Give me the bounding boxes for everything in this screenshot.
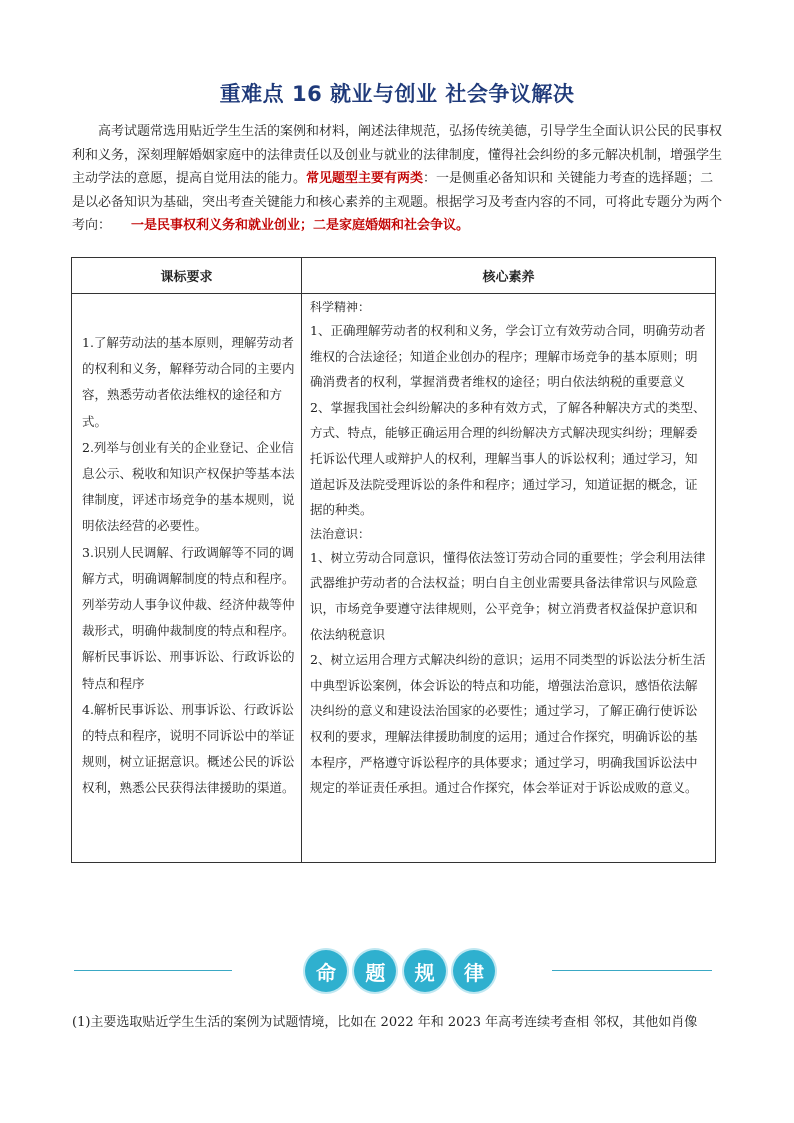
badge-char: 律 bbox=[453, 950, 495, 992]
page-title: 重难点 16 就业与创业 社会争议解决 bbox=[219, 82, 575, 106]
table-header-row bbox=[72, 258, 716, 294]
section-badge-proposition-rules bbox=[305, 950, 495, 994]
rule-of-law-para-2: 2、树立运用合理方式解决纠纷的意识；运用不同类型的诉讼法分析生活中典型诉讼案例，体会诉讼的特点和功能，增强法治意识，感悟依法解决纠纷的意义和建设法治国家的必要性；通过学习，了解正确行使诉讼权利的要求，理解法律援助制度的运用；通过合作探究，明确诉讼的基本程序，严格遵守诉讼程序的具体要求；通过学习，明确我国诉讼法中规定的举证责任承担。通过合作探究，体会举证对于诉讼成败的意义。 bbox=[310, 652, 706, 796]
requirement-item-4: 4.解析民事诉讼、刑事诉讼、行政诉讼的特点和程序，说明不同诉讼中的举证规则，树立证据意识。概述公民的诉讼权利，熟悉公民获得法律援助的渠道。 bbox=[82, 701, 295, 796]
section-heading-scientific-spirit: 科学精神： bbox=[310, 300, 371, 314]
curriculum-requirements-cell bbox=[72, 294, 302, 863]
intro-paragraph bbox=[72, 120, 722, 238]
intro-highlight-directions: 一是民事权利义务和就业创业；二是家庭婚姻和社会争议。 bbox=[131, 218, 470, 233]
intro-highlight-question-types: 常见题型主要有两类 bbox=[306, 171, 424, 186]
scientific-spirit-para-1: 1、正确理解劳动者的权利和义务，学会订立有效劳动合同，明确劳动者维权的合法途径；知道企业创办的程序；理解市场竞争的基本原则；明确消费者的权利，掌握消费者维权的途径；明白依法纳税的重要意义 bbox=[310, 323, 706, 390]
section-heading-rule-of-law: 法治意识： bbox=[310, 526, 371, 541]
core-literacy-cell bbox=[302, 294, 716, 863]
header-core-literacy: 核心素养 bbox=[302, 258, 716, 294]
body-text-rule-1: (1)主要选取贴近学生生活的案例为试题情境，比如在 2022 年和 2023 年高考连续考查相 邻权，其他如肖像 bbox=[72, 1015, 698, 1030]
badge-char: 命 bbox=[305, 950, 347, 992]
requirement-item-2: 2.列举与创业有关的企业登记、企业信息公示、税收和知识产权保护等基本法律制度，评述市场竞争的基本规则，说明依法经营的必要性。 bbox=[82, 439, 295, 534]
requirement-item-3: 3.识别人民调解、行政调解等不同的调解方式，明确调解制度的特点和程序。列举劳动人事争议仲裁、经济仲裁等仲裁形式，明确仲裁制度的特点和程序。解析民事诉讼、刑事诉讼、行政诉讼的特点和程序 bbox=[82, 544, 295, 691]
scientific-spirit-para-2: 2、掌握我国社会纠纷解决的多种有效方式，了解各种解决方式的类型、方式、特点，能够正确运用合理的纠纷解决方式解决现实纠纷；理解委托诉讼代理人或辩护人的权利，理解当事人的诉讼权利；通过学习，知道起诉及法院受理诉讼的条件和程序；通过学习，知道证据的概念，证据的种类。 bbox=[310, 399, 706, 518]
divider-right bbox=[552, 970, 712, 971]
badge-char: 规 bbox=[404, 950, 446, 992]
divider-left bbox=[74, 970, 232, 971]
table-row bbox=[72, 294, 716, 863]
curriculum-table bbox=[71, 257, 716, 863]
badge-char: 题 bbox=[354, 950, 396, 992]
header-curriculum-requirements: 课标要求 bbox=[72, 258, 302, 294]
rule-of-law-para-1: 1、树立劳动合同意识，懂得依法签订劳动合同的重要性；学会利用法律武器维护劳动者的合法权益；明白自主创业需要具备法律常识与风险意识，市场竞争要遵守法律规则，公平竞争；树立消费者权益保护意识和依法纳税意识 bbox=[310, 549, 706, 642]
intro-text-2: ：一是侧重必备知识和 关键能力考查的选择题；二是以必备知识为基础，突出考查关键能力和核心素养的主观题。根据学习及考查内容的不同，可将此专题分为两个考向： bbox=[72, 171, 723, 233]
intro-text-1: 高考试题常选用贴近学生生活的案例和材料，阐述法律规范，弘扬传统美德，引导学生全面认识公民的民事权利和义务，深刻理解婚姻家庭中的法律责任以及创业与就业的法律制度，懂得社会纠纷的多元解决机制，增强学生主动学法的意愿，提高自觉用法的能力。 bbox=[72, 124, 723, 186]
requirement-item-1: 1.了解劳动法的基本原则，理解劳动者的权利和义务，解释劳动合同的主要内容，熟悉劳动者依法维权的途径和方式。 bbox=[82, 335, 295, 429]
